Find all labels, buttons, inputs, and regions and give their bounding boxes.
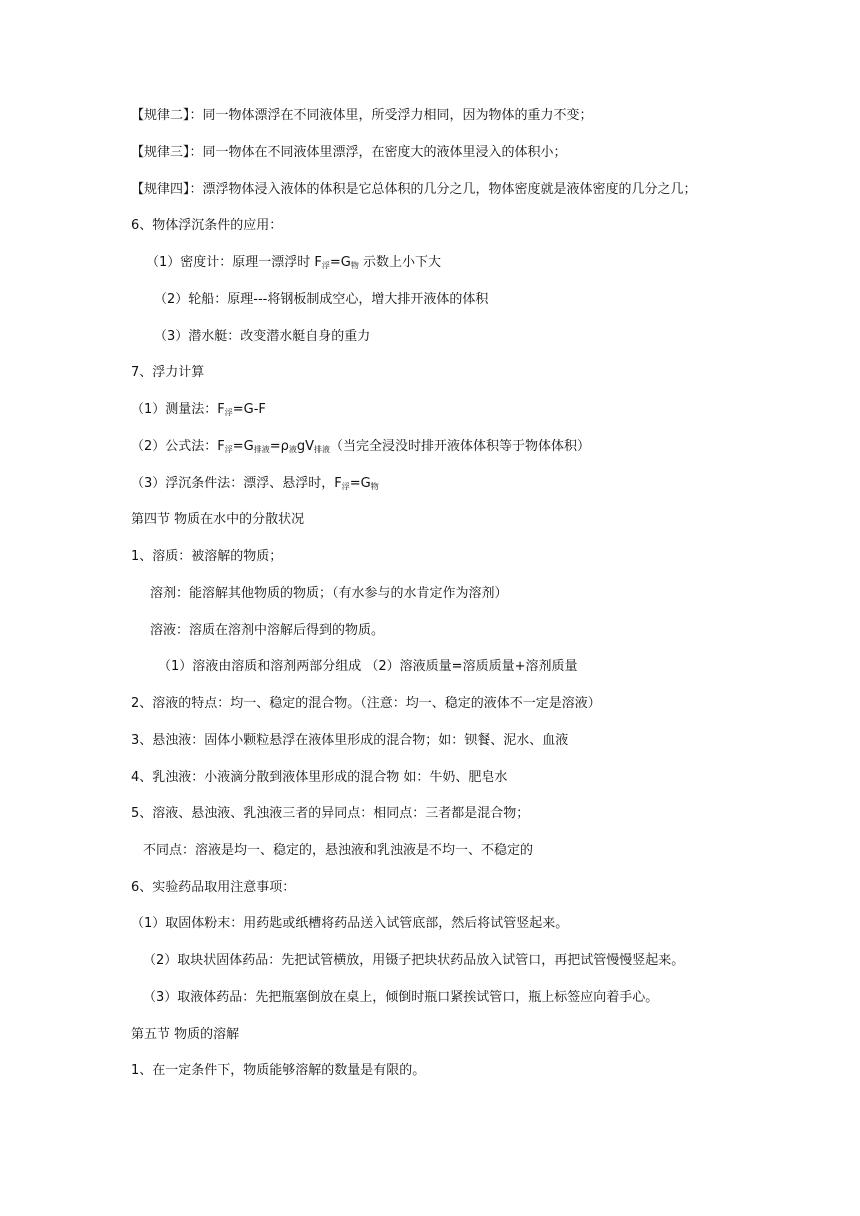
solution-line: 溶液：溶质在溶剂中溶解后得到的物质。 [150,623,385,638]
subscript: 液 [288,445,297,454]
lab-notes-heading: 6、实验药品取用注意事项： [131,880,296,895]
solution-features-line: 2、溶液的特点：均一、稳定的混合物。（注意：均一、稳定的液体不一定是溶液） [131,696,601,711]
measure-method-line [131,401,266,419]
submarine-line: （3）潜水艇：改变潜水艇自身的重力 [154,329,371,344]
hydrometer-line [146,254,441,272]
text-segment: =G-F [232,402,266,417]
ship-line: （2）轮船：原理---将钢板制成空心，增大排开液体的体积 [154,292,489,307]
text-segment: （1）密度计：原理一漂浮时 F [146,255,322,270]
text-segment: （1）测量法：F [131,402,225,417]
rule-three: 【规律三】：同一物体在不同液体里漂浮，在密度大的液体里浸入的体积小； [131,145,567,160]
section-5-heading: 第五节 物质的溶解 [131,1027,240,1042]
text-segment: =ρ [269,439,289,454]
text-segment: （3）浮沉条件法：漂浮、悬浮时，F [131,476,342,491]
formula-method-line [131,438,590,456]
subscript: 浮 [224,408,233,417]
item-7-heading: 7、浮力计算 [131,365,205,380]
solubility-line: 1、在一定条件下，物质能够溶解的数量是有限的。 [131,1063,426,1078]
subscript: 物 [350,261,359,270]
subscript: 物 [370,482,379,491]
solution-composition-line: （1）溶液由溶质和溶剂两部分组成 （2）溶液质量=溶质质量+溶剂质量 [158,659,578,674]
subscript: 排液 [314,445,331,454]
text-segment: =G [232,439,254,454]
suspension-line: 3、悬浊液：固体小颗粒悬浮在液体里形成的混合物；如：钡餐、泥水、血液 [131,733,569,748]
text-segment: gV [296,439,315,454]
rule-four: 【规律四】：漂浮物体浸入液体的体积是它总体积的几分之几，物体密度就是液体密度的几分之几； [131,182,697,197]
text-segment: 示数上小下大 [358,255,441,270]
text-segment: （2）公式法：F [131,439,225,454]
subscript: 排液 [253,445,270,454]
text-segment: （当完全浸没时排开液体体积等于物体体积） [330,439,591,454]
solute-line: 1、溶质：被溶解的物质； [131,549,283,564]
item-6-heading: 6、物体浮沉条件的应用： [131,218,283,233]
text-segment: =G [349,476,371,491]
subscript: 浮 [224,445,233,454]
subscript: 浮 [341,482,350,491]
similarity-line: 5、溶液、悬浊液、乳浊液三者的异同点：相同点：三者都是混合物； [131,806,530,821]
liquid-reagent-line: （3）取液体药品：先把瓶塞倒放在桌上，倾倒时瓶口紧挨试管口，瓶上标签应向着手心。 [143,990,659,1005]
difference-line: 不同点：溶液是均一、稳定的，悬浊液和乳浊液是不均一、不稳定的 [143,843,534,858]
emulsion-line: 4、乳浊液：小液滴分散到液体里形成的混合物 如：牛奶、肥皂水 [131,770,508,785]
text-segment: =G [329,255,351,270]
solid-block-line: （2）取块状固体药品：先把试管横放，用镊子把块状药品放入试管口，再把试管慢慢竖起来。 [143,953,685,968]
solvent-line: 溶剂：能溶解其他物质的物质；（有水参与的水肯定作为溶剂） [150,586,508,601]
rule-two: 【规律二】：同一物体漂浮在不同液体里，所受浮力相同，因为物体的重力不变； [131,108,593,123]
float-condition-line [131,475,379,493]
section-4-heading: 第四节 物质在水中的分散状况 [131,512,305,527]
subscript: 浮 [321,261,330,270]
solid-powder-line: （1）取固体粉末：用药匙或纸槽将药品送入试管底部，然后将试管竖起来。 [131,916,569,931]
